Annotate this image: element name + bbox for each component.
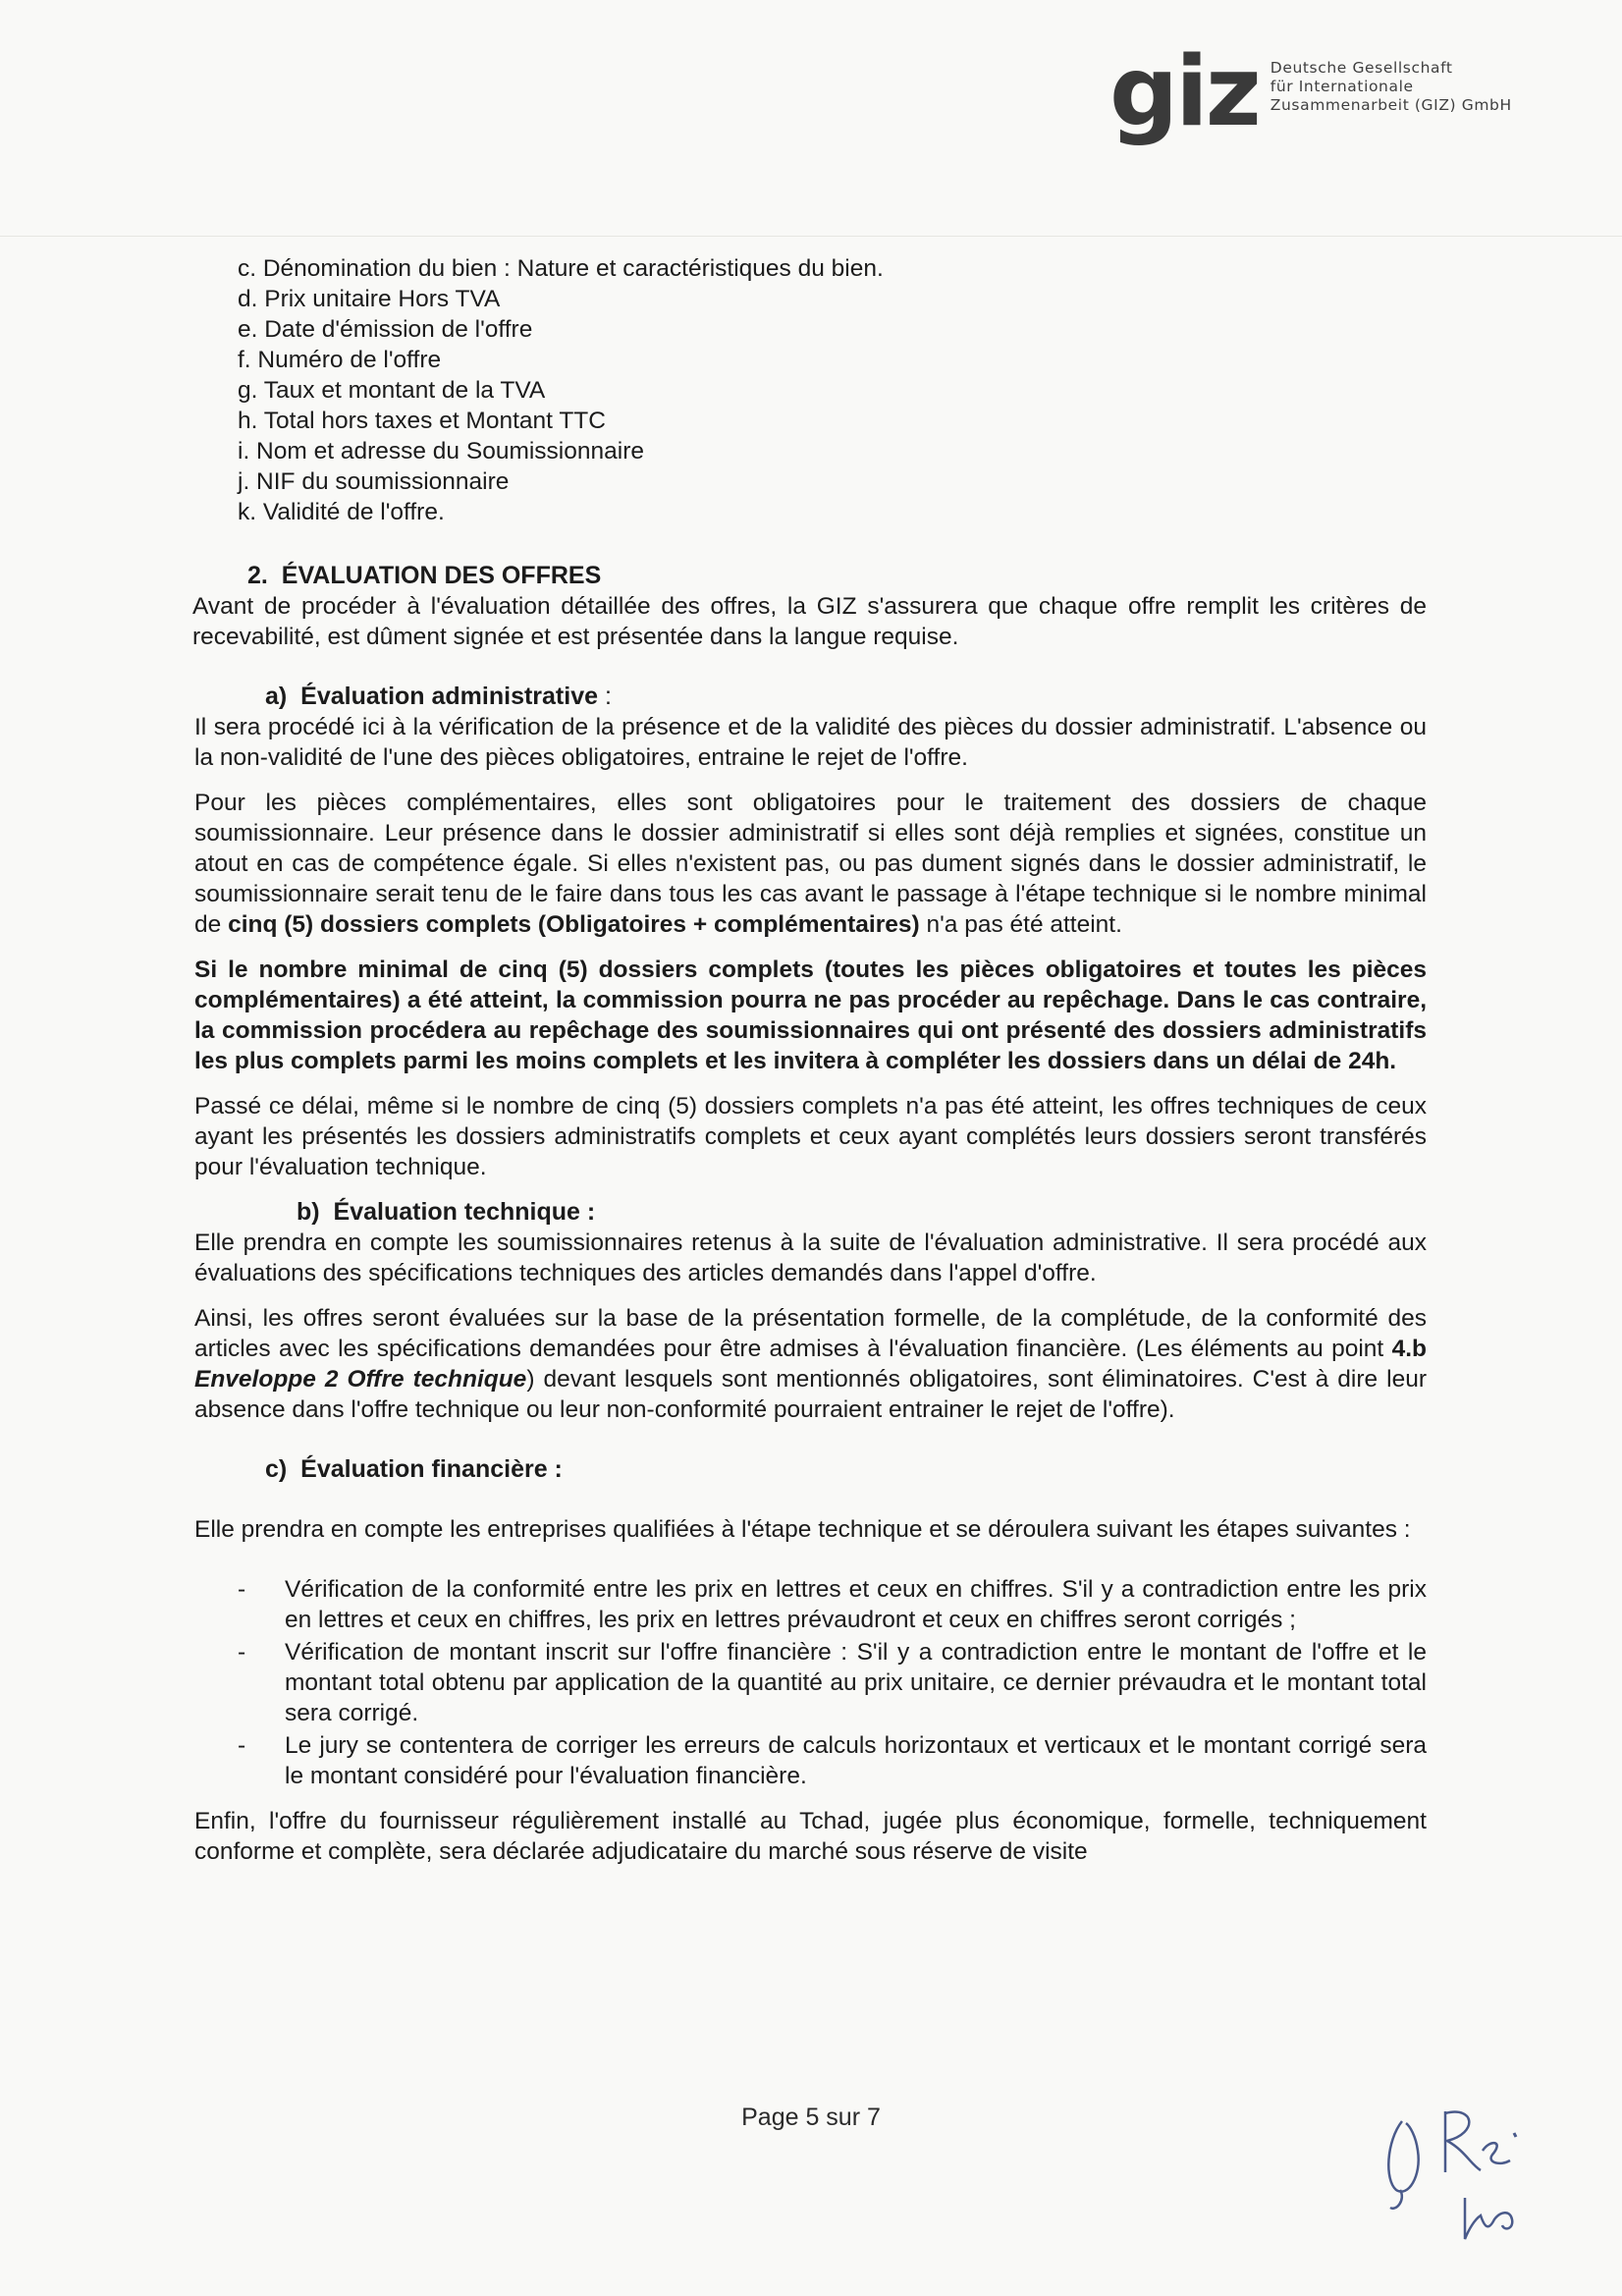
page-content (194, 253, 1427, 1867)
subsection-label: b) (297, 1198, 320, 1226)
header-divider (0, 236, 1622, 237)
subsection-colon: : (598, 683, 612, 710)
technical-p2-bold-italic: Enveloppe 2 Offre technique (194, 1366, 527, 1393)
technical-p2-bold: 4.b (1391, 1336, 1427, 1362)
admin-p2-text: Pour les pièces complémentaires, elles sont obligatoires pour le traitement des dossiers de chaque soumissionnaire. Leur présence dans le dossier administratif si elles sont déjà remplies et signées, constitue un atout en cas de compétence égale. Si elles n'existent pas, ou pas dument signés dans le dossier administratif, le soumissionnaire serait tenu de le faire dans tous les cas avant le passage à l'étape technique si le nombre minimal de (194, 790, 1427, 938)
bullet-text: Vérification de la conformité entre les prix en lettres et ceux en chiffres. S'il y a contradiction entre les prix en lettres et ceux en chiffres, les prix en lettres prévaudront et ceux en chiffres seront corrigés ; (285, 1576, 1427, 1633)
technical-p2-text: Ainsi, les offres seront évaluées sur la base de la présentation formelle, de la complétude, de la conformité des articles avec les spécifications demandées pour être admises à l'évaluation financière. (Les éléments au point (194, 1305, 1427, 1362)
list-item: h. Total hors taxes et Montant TTC (238, 408, 606, 434)
list-item (194, 1574, 1427, 1635)
list-item: d. Prix unitaire Hors TVA (238, 286, 501, 312)
financial-closing: Enfin, l'offre du fournisseur régulièrement installé au Tchad, jugée plus économique, formelle, techniquement conforme et complète, sera déclarée adjudicataire du marché sous réserve de visite (194, 1808, 1427, 1865)
bullet-text: Le jury se contentera de corriger les erreurs de calculs horizontaux et verticaux et le montant corrigé sera le montant considéré pour l'évaluation financière. (285, 1732, 1427, 1789)
subsection-title: Évaluation technique : (333, 1198, 596, 1226)
bullet-dash: - (238, 1732, 246, 1759)
list-item (194, 1730, 1427, 1791)
admin-paragraph-1: Il sera procédé ici à la vérification de la présence et de la validité des pièces du dossier administratif. L'absence ou la non-validité de l'une des pièces obligatoires, entraine le rejet de l'offre. (194, 714, 1427, 771)
subsection-heading-technical (297, 1197, 1427, 1228)
list-item: k. Validité de l'offre. (238, 499, 445, 525)
admin-paragraph-2 (194, 788, 1427, 940)
giz-logo-mark: giz (1109, 36, 1259, 148)
financial-steps-list (194, 1574, 1427, 1791)
list-item: j. NIF du soumissionnaire (238, 468, 510, 495)
admin-paragraph-3: Si le nombre minimal de cinq (5) dossiers complets (toutes les pièces obligatoires et toutes les pièces complémentaires) a été atteint, la commission pourra ne pas procéder au repêchage. Dans le cas contraire, la commission procédera au repêchage des soumissionnaires qui ont présenté des dossiers administratifs les plus complets parmi les moins complets et les invitera à compléter les dossiers dans un délai de 24h. (194, 957, 1427, 1074)
page-number: Page 5 sur 7 (741, 2104, 881, 2131)
section-heading-evaluation (247, 561, 1427, 591)
list-item: f. Numéro de l'offre (238, 347, 442, 373)
logo-line-2: für Internationale (1270, 78, 1414, 95)
bullet-dash: - (238, 1639, 246, 1666)
bullet-text: Vérification de montant inscrit sur l'offre financière : S'il y a contradiction entre le montant de l'offre et le montant total obtenu par application de la quantité au prix unitaire, ce dernier prévaudra et le montant total sera corrigé. (285, 1639, 1427, 1726)
list-item: e. Date d'émission de l'offre (238, 316, 533, 343)
list-item: i. Nom et adresse du Soumissionnaire (238, 438, 644, 465)
section-title: ÉVALUATION DES OFFRES (281, 562, 602, 589)
subsection-label: a) (265, 683, 288, 710)
financial-intro: Elle prendra en compte les entreprises qualifiées à l'étape technique et se déroulera suivant les étapes suivantes : (194, 1516, 1411, 1543)
subsection-heading-financial (265, 1454, 1427, 1485)
admin-p2-bold: cinq (5) dossiers complets (Obligatoires + complémentaires) (228, 911, 920, 938)
logo-line-3: Zusammenarbeit (GIZ) GmbH (1270, 96, 1512, 114)
offer-contents-list (238, 253, 1427, 527)
bullet-dash: - (238, 1576, 246, 1603)
list-item: g. Taux et montant de la TVA (238, 377, 546, 404)
list-item (194, 1637, 1427, 1728)
subsection-label: c) (265, 1455, 288, 1483)
technical-paragraph-2 (194, 1303, 1427, 1425)
giz-logo-text (1271, 59, 1512, 115)
handwritten-initials (1367, 2082, 1583, 2278)
technical-p2-end: ) devant lesquels sont mentionnés obligatoires, sont éliminatoires. C'est à dire leur absence dans l'offre technique ou leur non-conformité pourraient entrainer le rejet de l'offre). (194, 1366, 1427, 1423)
subsection-heading-administrative (265, 682, 1427, 712)
admin-paragraph-4: Passé ce délai, même si le nombre de cinq (5) dossiers complets n'a pas été atteint, les offres techniques de ceux ayant les présentés les dossiers administratifs complets et ceux ayant complétés leurs dossiers seront transférés pour l'évaluation technique. (194, 1093, 1427, 1180)
technical-paragraph-1: Elle prendra en compte les soumissionnaires retenus à la suite de l'évaluation administrative. Il sera procédé aux évaluations des spécifications techniques des articles demandés dans l'appel d'offre. (194, 1230, 1427, 1286)
subsection-title: Évaluation administrative (300, 683, 599, 710)
subsection-title: Évaluation financière : (300, 1455, 563, 1483)
list-item: c. Dénomination du bien : Nature et caractéristiques du bien. (238, 255, 884, 282)
giz-logo (1109, 36, 1512, 148)
logo-line-1: Deutsche Gesellschaft (1270, 59, 1453, 77)
admin-p2-end: n'a pas été atteint. (919, 911, 1122, 938)
section-number: 2. (247, 562, 268, 589)
section-intro: Avant de procéder à l'évaluation détaillée des offres, la GIZ s'assurera que chaque offre remplit les critères de recevabilité, est dûment signée et est présentée dans la langue requise. (192, 593, 1427, 650)
